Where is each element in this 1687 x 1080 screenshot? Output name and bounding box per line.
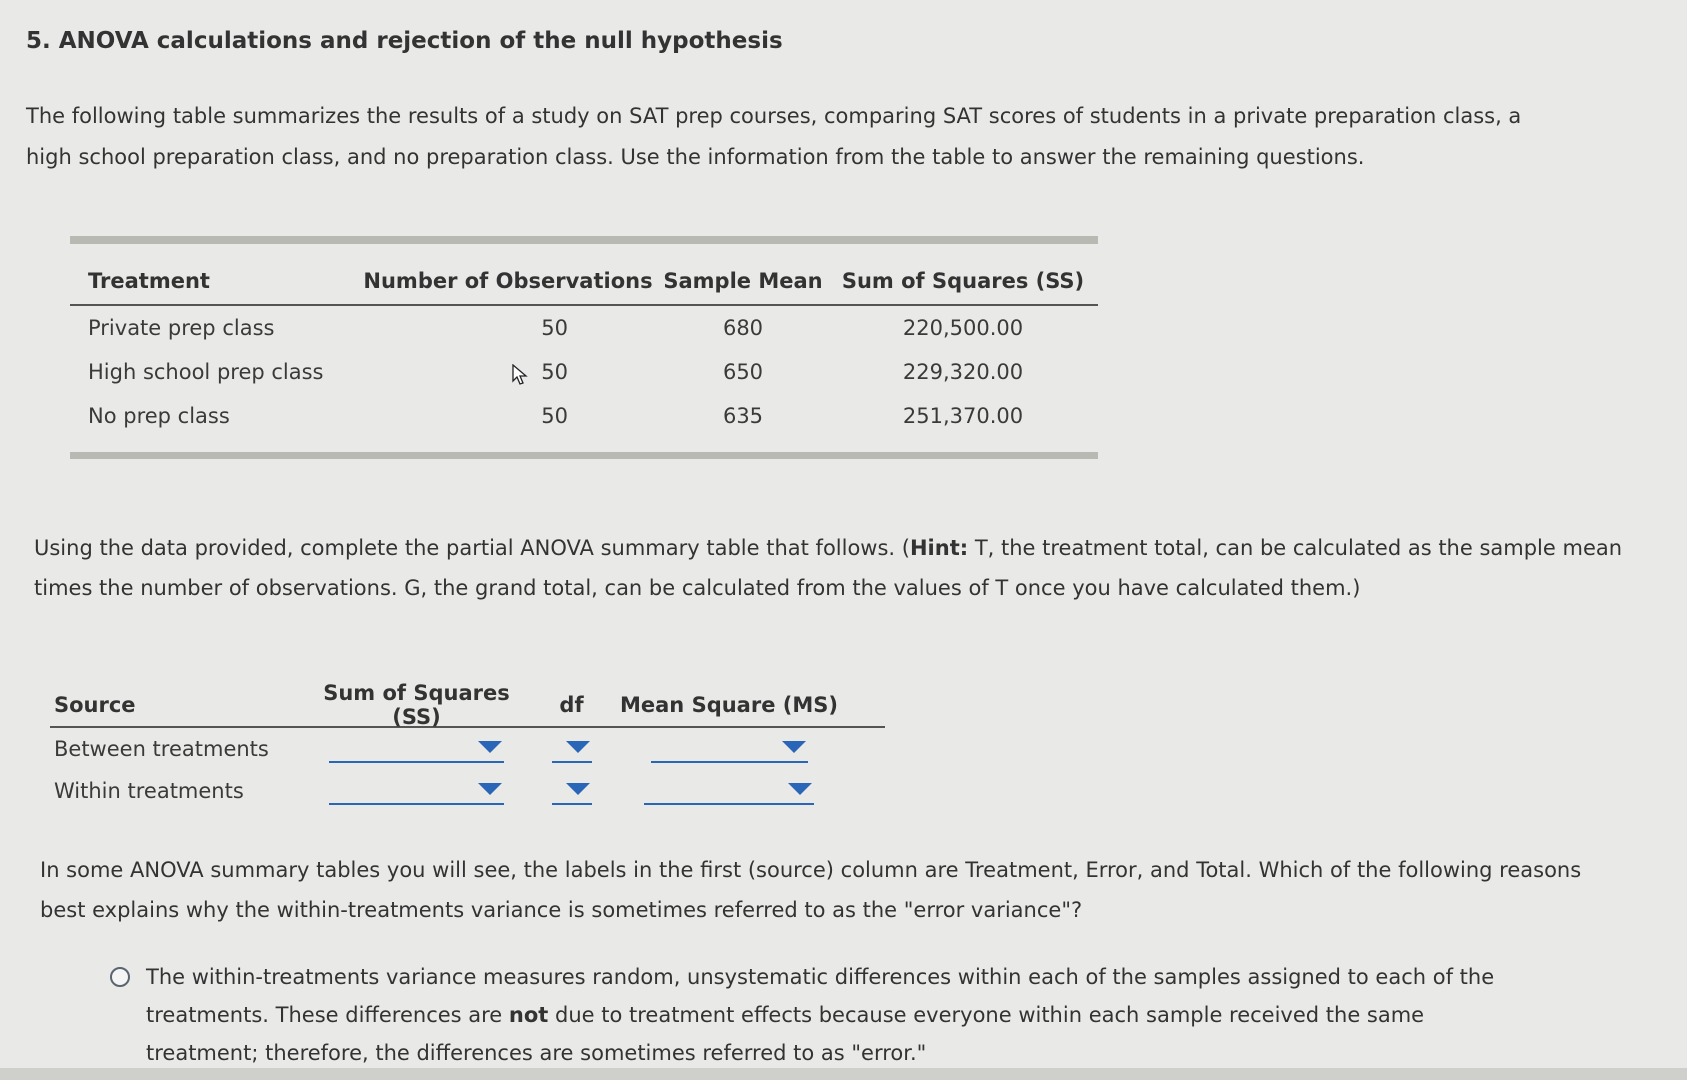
- cell-treatment: No prep class: [88, 404, 230, 428]
- option-text-bold: not: [508, 1003, 549, 1027]
- within-ss-dropdown[interactable]: [329, 777, 504, 805]
- within-df-dropdown[interactable]: [552, 777, 592, 805]
- radio-button[interactable]: [110, 967, 130, 987]
- cell-observations: 50: [541, 404, 568, 428]
- cell-sample-mean: 650: [722, 360, 764, 384]
- chevron-down-icon[interactable]: [788, 783, 812, 795]
- cell-observations: 50: [541, 360, 568, 384]
- cell-sum-of-squares: 220,500.00: [902, 316, 1024, 340]
- table-top-rule: [70, 236, 1098, 244]
- between-df-dropdown[interactable]: [552, 735, 592, 763]
- intro-paragraph: The following table summarizes the results of a study on SAT prep courses, comparing SAT scores of students in a private preparation class, a high school preparation class, and no preparation class. Use the information from the table to answer the remaining questions.: [26, 104, 1522, 169]
- hint-label: Hint:: [909, 536, 969, 560]
- within-ms-dropdown[interactable]: [644, 777, 814, 805]
- chevron-down-icon[interactable]: [478, 741, 502, 753]
- option-text-after: due to treatment effects because everyone within each sample received the same treatment; therefore, the differences are sometimes referred to as "error.": [146, 1003, 1425, 1065]
- header-observations: Number of Observations: [363, 269, 653, 293]
- chevron-down-icon[interactable]: [782, 741, 806, 753]
- answer-option[interactable]: [110, 958, 1510, 1072]
- header-ss: Sum of Squares (SS): [323, 681, 510, 729]
- treatment-table: [70, 236, 1098, 459]
- table-row: [50, 770, 885, 812]
- instructions-text-after: T, the treatment total, can be calculated as the sample mean times the number of observations. G, the grand total, can be calculated from the values of T once you have calculated them.): [34, 536, 1623, 600]
- answer-option-text: [146, 958, 1510, 1072]
- header-df: df: [559, 693, 584, 717]
- cell-sample-mean: 680: [722, 316, 764, 340]
- bottom-edge: [0, 1068, 1687, 1080]
- instructions-text-before: Using the data provided, complete the partial ANOVA summary table that follows. (: [34, 536, 910, 560]
- header-sample-mean: Sample Mean: [663, 269, 823, 293]
- cell-sample-mean: 635: [722, 404, 764, 428]
- chevron-down-icon[interactable]: [566, 741, 590, 753]
- table-row: [70, 306, 1098, 350]
- cell-treatment: High school prep class: [88, 360, 324, 384]
- chevron-down-icon[interactable]: [566, 783, 590, 795]
- anova-summary-table: [50, 681, 885, 812]
- instructions-paragraph: [34, 528, 1634, 608]
- option-text-before: The within-treatments variance measures random, unsystematic differences within each of the samples assigned to each of the treatments. These differences are: [146, 965, 1495, 1027]
- table-bottom-rule: [70, 452, 1098, 459]
- question-text: In some ANOVA summary tables you will see, the labels in the first (source) column are Treatment, Error, and Total. Which of the following reasons best explains why the within-treatments variance is sometimes referred to as the "error variance"?: [40, 858, 1582, 922]
- cell-observations: 50: [541, 316, 568, 340]
- cell-sum-of-squares: 251,370.00: [902, 404, 1024, 428]
- table-row: [70, 394, 1098, 438]
- table-row: [50, 728, 885, 770]
- header-sum-of-squares: Sum of Squares (SS): [841, 269, 1085, 293]
- treatment-table-header: [70, 258, 1098, 306]
- header-source: Source: [54, 693, 136, 717]
- header-ms: Mean Square (MS): [620, 693, 838, 717]
- table-row: [70, 350, 1098, 394]
- chevron-down-icon[interactable]: [478, 783, 502, 795]
- section-title: 5. ANOVA calculations and rejection of the null hypothesis: [26, 28, 783, 54]
- source-within: Within treatments: [54, 779, 244, 803]
- anova-table-header: [50, 681, 885, 729]
- between-ss-dropdown[interactable]: [329, 735, 504, 763]
- between-ms-dropdown[interactable]: [651, 735, 808, 763]
- source-between: Between treatments: [54, 737, 269, 761]
- mouse-cursor-icon: [512, 364, 528, 386]
- cell-sum-of-squares: 229,320.00: [902, 360, 1024, 384]
- header-treatment: Treatment: [88, 269, 210, 293]
- cell-treatment: Private prep class: [88, 316, 275, 340]
